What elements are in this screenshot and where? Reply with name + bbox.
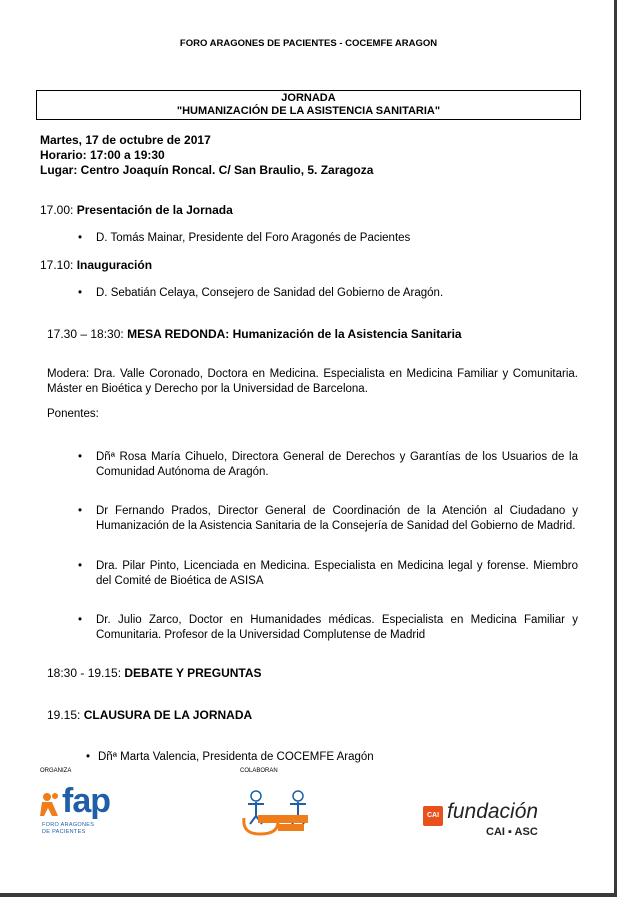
fap-logo-subtitle-2: DE PACIENTES [42,829,86,835]
section-inauguracion [40,258,152,273]
document-header: FORO ARAGONES DE PACIENTES - COCEMFE ARAGON [179,38,438,49]
event-date: Martes, 17 de octubre de 2017 [40,133,211,147]
organiza-label: ORGANIZA [40,768,72,774]
moderator-paragraph: Modera: Dra. Valle Coronado, Doctora en Medicina. Especialista en Medicina Familiar y Comunitaria. Máster en Bioética y Derecho por la Universidad de Barcelona. [47,368,578,395]
section-title: Inauguración [76,258,153,272]
bullet-icon: • [78,614,83,626]
list-item-text: D. Sebatián Celaya, Consejero de Sanidad del Gobierno de Aragón. [96,287,444,299]
cai-badge-icon: CAI [423,806,443,826]
bullet-icon: • [78,232,83,244]
list-item-text: Dñª Rosa María Cihuelo, Directora General de Derechos y Garantías de los Usuarios de la Comunidad Autónoma de Aragón. [96,451,578,478]
title-box [36,90,581,120]
section-time: 18:30 - 19.15: [47,666,125,680]
fap-logo-text: fap [62,782,110,820]
list-item-text: Dra. Pilar Pinto, Licenciada en Medicina. Especialista en Medicina legal y forense. Miembro del Comité de Bioética de ASISA [96,560,578,587]
bullet-icon: • [78,287,83,299]
event-schedule: Horario: 17:00 a 19:30 [40,148,165,162]
cocemfe-logo [238,788,318,840]
list-item-text: Dr. Julio Zarco, Doctor en Humanidades médicas. Especialista en Medicina Familiar y Comunitaria. Profesor de la Universidad Complutense de Madrid [96,614,578,641]
event-place: Lugar: Centro Joaquín Roncal. C/ San Braulio, 5. Zaragoza [40,163,374,177]
section-mesa-redonda [47,327,462,342]
section-title: MESA REDONDA: Humanización de la Asistencia Sanitaria [127,327,462,341]
colaboran-label: COLABORAN [240,768,278,774]
bullet-icon: • [78,505,83,517]
section-clausura [47,708,252,723]
section-time: 17.00: [40,203,77,217]
fap-logo-mark-icon [40,792,60,818]
section-time: 17.10: [40,258,77,272]
cocemfe-logo-icon [238,788,318,840]
fundacion-logo-subtitle: CAI ▪ ASC [486,826,538,838]
section-title: Presentación de la Jornada [76,203,233,217]
fap-logo-subtitle-1: FORO ARAGONES [42,822,95,828]
list-item-text: D. Tomás Mainar, Presidente del Foro Aragonés de Pacientes [96,232,411,244]
bullet-icon: • [78,560,83,572]
section-presentacion [40,203,233,218]
list-item-text: Dr Fernando Prados, Director General de Coordinación de la Atención al Ciudadano y Humanización de la Asistencia Sanitaria de la Consejería de Sanidad del Gobierno de Madrid. [96,505,578,532]
section-debate [47,666,262,681]
section-time: 17.30 – 18:30: [47,327,128,341]
speakers-label: Ponentes: [47,408,99,420]
bullet-icon: • [86,751,91,763]
fundacion-logo-text: fundación [447,800,539,823]
title-line-1: JORNADA [281,92,336,104]
section-title: DEBATE Y PREGUNTAS [124,666,262,680]
list-item-text: Dñª Marta Valencia, Presidenta de COCEMFE Aragón [98,751,374,763]
section-time: 19.15: [47,708,84,722]
page-bottom-edge [0,893,617,897]
fundacion-cai-asc-logo [423,800,563,845]
bullet-icon: • [78,451,83,463]
section-title: CLAUSURA DE LA JORNADA [83,708,253,722]
title-line-2: "HUMANIZACIÓN DE LA ASISTENCIA SANITARIA" [176,105,441,117]
fap-logo [40,782,140,840]
